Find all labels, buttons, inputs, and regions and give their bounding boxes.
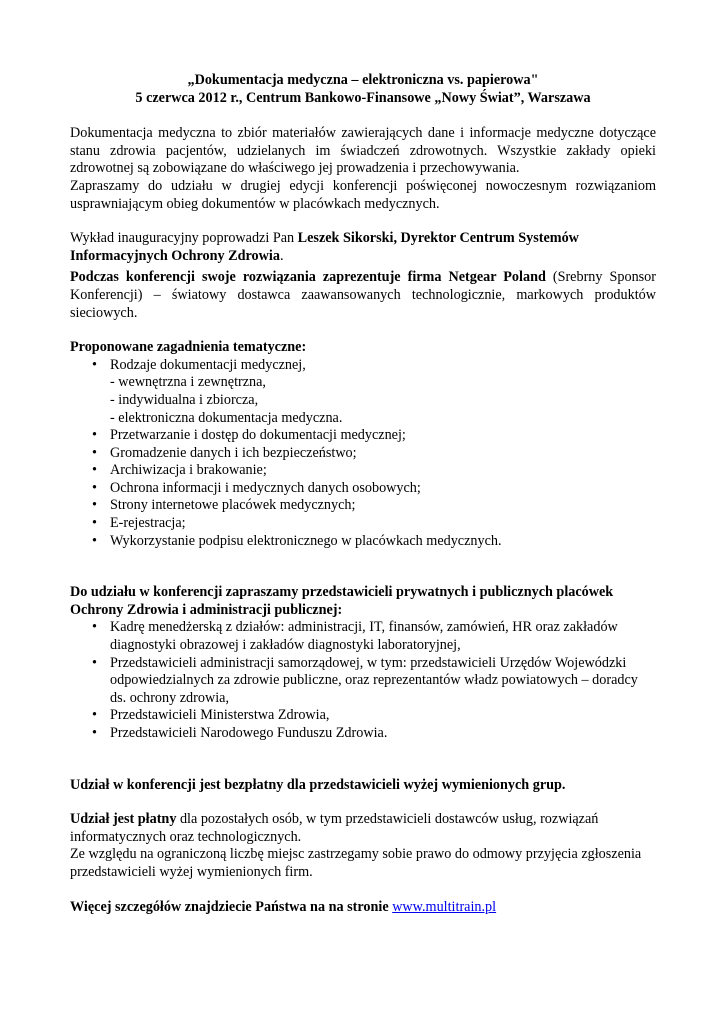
lecture-prefix: Wykład inauguracyjny poprowadzi Pan xyxy=(70,230,298,247)
list-item: • Gromadzenie danych i ich bezpieczeństwo; xyxy=(92,444,357,461)
topic-sub-item: - wewnętrzna i zewnętrzna, xyxy=(110,374,266,391)
bullet-icon: • xyxy=(92,462,97,479)
lecture-speaker: Leszek Sikorski, Dyrektor Centrum Systemów Informacyjnych Ochrony Zdrowia xyxy=(70,230,579,264)
bullet-icon: • xyxy=(92,619,97,636)
audience-heading: Do udziału w konferencji zapraszamy przedstawicieli prywatnych i publicznych placówek Ochrony Zdrowia i administracji publicznej: xyxy=(70,584,614,618)
lecture-suffix: . xyxy=(279,247,284,264)
paid-note: Ze względu na ograniczoną liczbę miejsc zastrzegamy sobie prawo do odmowy przyjęcia zgłoszenia przedstawicieli wyżej wymienionych firm. xyxy=(70,846,642,880)
bullet-icon: • xyxy=(92,707,97,724)
document-content xyxy=(70,72,656,916)
sponsor-paragraph xyxy=(70,269,656,322)
bullet-icon: • xyxy=(92,356,97,373)
topic-first-item: Rodzaje dokumentacji medycznej, xyxy=(110,356,306,373)
bullet-icon: • xyxy=(92,515,97,532)
paid-participation-paragraph xyxy=(70,811,656,846)
list-item: • Wykorzystanie podpisu elektronicznego w placówkach medycznych. xyxy=(92,532,502,549)
title-line-2: 5 czerwca 2012 r., Centrum Bankowo-Finansowe „Nowy Świat”, Warszawa xyxy=(135,89,591,106)
topics-heading: Proponowane zagadnienia tematyczne: xyxy=(70,339,307,356)
paid-rest: dla pozostałych osób, w tym przedstawicieli dostawców usług, rozwiązań informatycznych oraz technologicznych. xyxy=(70,811,599,845)
website-link[interactable]: www.multitrain.pl xyxy=(392,898,497,915)
list-item: • Przedstawicieli Narodowego Funduszu Zdrowia. xyxy=(92,725,388,741)
bullet-icon: • xyxy=(92,532,97,549)
list-item: • Kadrę menedżerską z działów: administracji, IT, finansów, zamówień, HR oraz zakładów diagnostyki obrazowej i zakładów diagnostyki laboratoryjnej, xyxy=(92,619,618,654)
list-item: • Przedstawicieli Ministerstwa Zdrowia, xyxy=(92,707,330,724)
list-item: • Przetwarzanie i dostęp do dokumentacji medycznej; xyxy=(92,427,406,444)
topics-list xyxy=(70,357,656,427)
list-item: • Przedstawicieli administracji samorządowej, w tym: przedstawicieli Urzędów Wojewódzki odpowiedzialnych za zdrowie publiczne, oraz reprezentantów władz powiatowych – doradcy ds. ochrony zdrowia, xyxy=(92,654,638,706)
list-item: • E-rejestracja; xyxy=(92,515,186,532)
intro-paragraph-2: Zapraszamy do udziału w drugiej edycji konferencji poświęconej nowoczesnym rozwiązaniom usprawniającym obieg dokumentów w placówkach medycznych. xyxy=(70,177,656,212)
bullet-icon: • xyxy=(92,427,97,444)
footer-text: Więcej szczegółów znajdziecie Państwa na na stronie xyxy=(70,898,393,915)
topic-sub-item: - indywidualna i zbiorcza, xyxy=(110,391,259,408)
lecture-paragraph xyxy=(70,230,656,265)
title-line-1: „Dokumentacja medyczna – elektroniczna vs. papierowa" xyxy=(187,72,539,88)
list-item: • Archiwizacja i brakowanie; xyxy=(92,462,267,479)
sponsor-bold: Podczas konferencji swoje rozwiązania zaprezentuje firma Netgear Poland xyxy=(70,269,546,286)
list-item: • Strony internetowe placówek medycznych; xyxy=(92,497,356,514)
list-item: • Ochrona informacji i medycznych danych osobowych; xyxy=(92,479,421,496)
footer-paragraph xyxy=(70,899,656,917)
bullet-icon: • xyxy=(92,497,97,514)
sponsor-rest: (Srebrny Sponsor Konferencji) – światowy dostawca zaawansowanych technologicznie, markowych produktów sieciowych. xyxy=(70,269,656,321)
topic-sub-item: - elektroniczna dokumentacja medyczna. xyxy=(110,409,343,426)
bullet-icon: • xyxy=(92,479,97,496)
bullet-icon: • xyxy=(92,654,97,671)
topics-list-continued xyxy=(70,427,656,550)
list-item xyxy=(92,356,656,427)
bullet-icon: • xyxy=(92,444,97,461)
paid-bold: Udział jest płatny xyxy=(70,811,177,828)
audience-list xyxy=(70,619,656,742)
intro-paragraph-1: Dokumentacja medyczna to zbiór materiałów zawierających dane i informacje medyczne dotyczące stanu zdrowia pacjentów, udzielanych im świadczeń zdrowotnych. Wszystkie zakłady opieki zdrowotnej są zobowiązane do właściwego jej prowadzenia i przechowywania. xyxy=(70,125,656,177)
bullet-icon: • xyxy=(92,725,97,741)
free-participation-note: Udział w konferencji jest bezpłatny dla przedstawicieli wyżej wymienionych grup. xyxy=(70,776,566,793)
